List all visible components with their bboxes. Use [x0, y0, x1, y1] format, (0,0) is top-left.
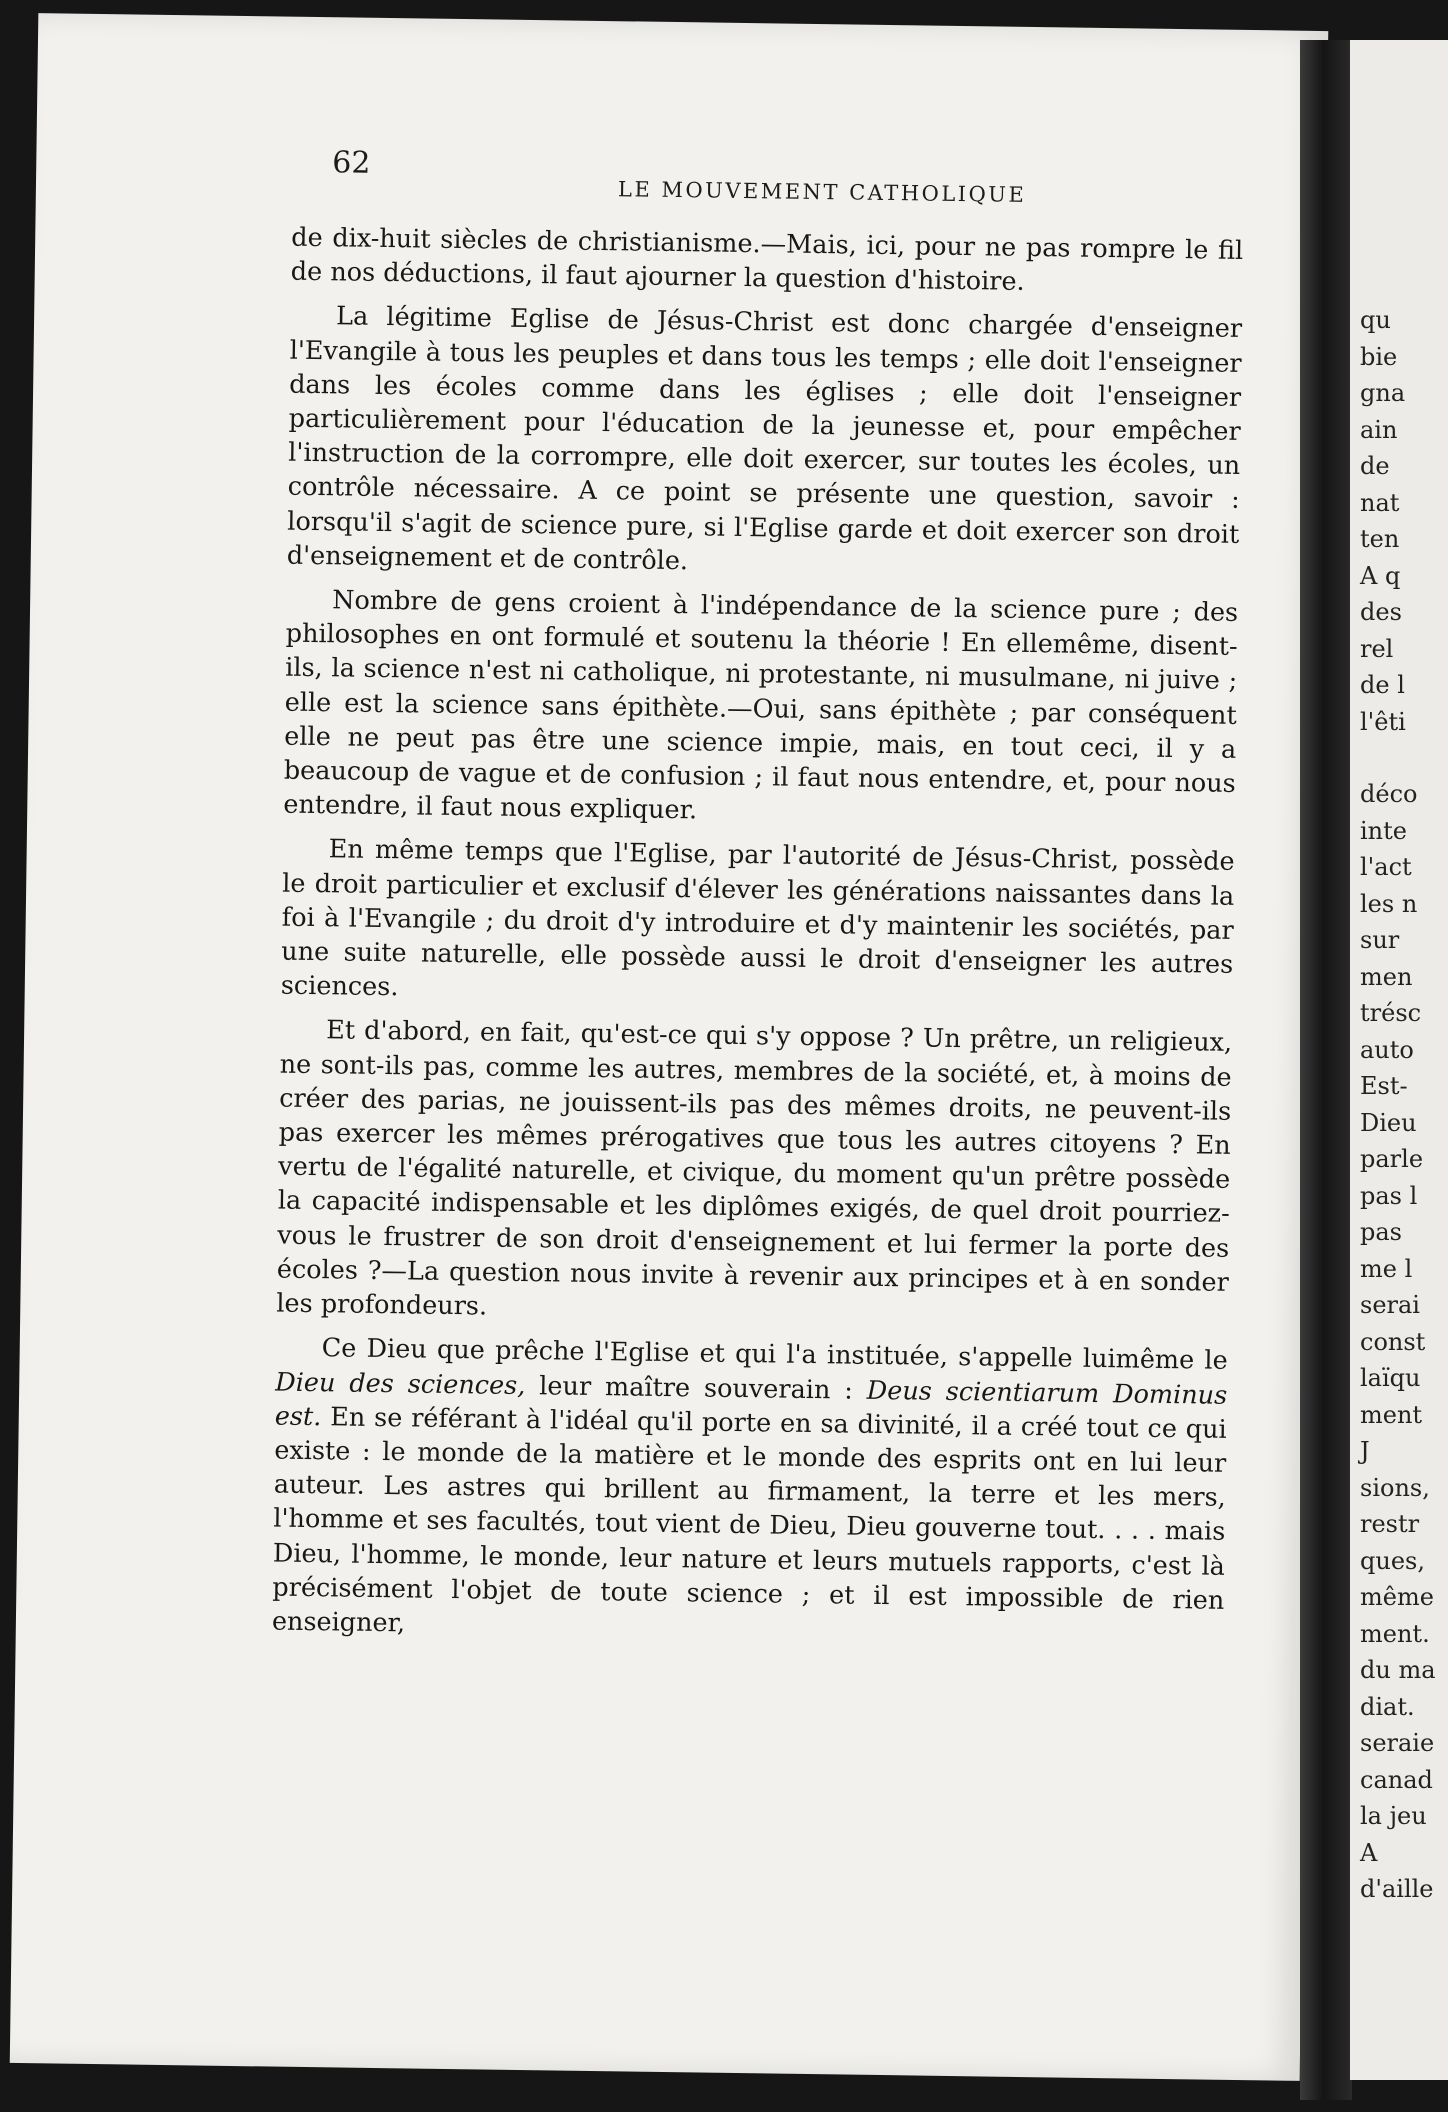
right-page-fragment: nat	[1360, 488, 1400, 517]
right-page-fragment: d'aille	[1360, 1875, 1434, 1903]
right-page-fragment: ment.	[1360, 1619, 1430, 1648]
right-page-fragment: rel	[1360, 634, 1394, 663]
left-page	[10, 13, 1328, 2081]
right-page-fragment: A q	[1360, 561, 1401, 590]
right-page-fragment: sions,	[1360, 1473, 1430, 1502]
right-page-fragment: la jeu	[1360, 1802, 1427, 1830]
text-segment: Ce Dieu que prêche l'Eglise et qui l'a instituée, s'appelle luimême le	[321, 1333, 1228, 1377]
right-page-fragment: A	[1360, 1838, 1378, 1867]
right-page-fragment: ain	[1360, 415, 1398, 444]
paragraph: de dix-huit siècles de christianisme.—Mais, ici, pour ne pas rompre le fil de nos déductions, il faut ajourner la question d'histoire.	[290, 222, 1244, 298]
right-page-fragment: men	[1360, 962, 1413, 991]
italic-segment: Dieu des sciences,	[275, 1367, 526, 1401]
right-page-fragment: const	[1360, 1327, 1426, 1356]
right-page-fragment: me l	[1360, 1254, 1413, 1283]
right-page-fragments	[1360, 302, 1448, 1908]
right-page-fragment: qu	[1360, 306, 1391, 334]
right-page-fragment: gna	[1360, 379, 1406, 407]
right-page-fragment: auto	[1360, 1035, 1414, 1064]
right-page-fragment: l'êti	[1360, 707, 1406, 736]
right-page-fragment: canad	[1360, 1765, 1433, 1794]
right-page-fragment: trésc	[1360, 999, 1422, 1027]
right-page-fragment: pas l	[1360, 1181, 1418, 1210]
right-page-fragment: des	[1360, 598, 1402, 626]
body-text	[272, 221, 1244, 1662]
right-page-fragment: restr	[1360, 1510, 1420, 1538]
right-page-fragment: laïqu	[1360, 1364, 1421, 1392]
right-page-fragment: pas	[1360, 1218, 1402, 1246]
right-page-fragment: J	[1360, 1437, 1370, 1465]
right-page-fragment: déco	[1360, 780, 1418, 808]
text-segment: leur maître souverain :	[525, 1370, 868, 1406]
right-page-fragment: diat.	[1360, 1692, 1415, 1721]
right-page-fragment: sur	[1360, 926, 1400, 954]
right-page-fragment: du ma	[1360, 1656, 1436, 1684]
right-page-fragment: ten	[1360, 525, 1400, 553]
right-page-fragment: ques,	[1360, 1546, 1425, 1575]
right-page-fragment: serai	[1360, 1291, 1420, 1319]
italic-segment: Deus scientiarum Dominus est.	[274, 1375, 1228, 1432]
paragraph: Et d'abord, en fait, qu'est-ce qui s'y oppose ? Un prêtre, un religieux, ne sont-ils pas, comme les autres, membres de la société, et, à moins de créer des parias, ne jouissent-ils pas des mêmes droits, ne peuvent-ils pas exercer les mêmes prérogatives que tous les autres citoyens ? En vertu de l'égalité naturelle, et civique, du moment qu'un prêtre possède la capacité indispensable et les diplômes exigés, de quel droit pourriez-vous le frustrer de son droit d'enseignement et lui fermer la porte des écoles ?—La question nous invite à revenir aux principes et à en sonder les profondeurs.	[276, 1015, 1233, 1322]
paragraph-with-italics	[272, 1331, 1228, 1652]
paragraph: En même temps que l'Eglise, par l'autorité de Jésus-Christ, possède le droit particulier et exclusif d'élever les générations naissantes dans la foi à l'Evangile ; du droit d'y introduire et d'y maintenir les sociétés, par une suite naturelle, elle possède aussi le droit d'enseigner les autres sciences.	[280, 834, 1235, 1003]
right-page-fragment: parle	[1360, 1145, 1424, 1173]
right-page-fragment: seraie	[1360, 1729, 1435, 1757]
book-gutter	[1300, 40, 1352, 2100]
right-page-fragment: l'act	[1360, 853, 1412, 881]
paragraph: La légitime Eglise de Jésus-Christ est donc chargée d'enseigner l'Evangile à tous les peuples et dans tous les temps ; elle doit l'enseigner dans les écoles comme dans les églises ; elle doit l'enseigner particulièrement pour l'éducation de la jeunesse et, pour empêcher l'instruction de la corrompre, elle doit exercer, sur toutes les écoles, un contrôle nécessaire. A ce point se présente une question, savoir : lorsqu'il s'agit de science pure, si l'Eglise garde et doit exercer son droit d'enseignement et de contrôle.	[286, 301, 1243, 577]
running-title: LE MOUVEMENT CATHOLIQUE	[617, 177, 1027, 207]
right-page-fragment: Dieu	[1360, 1108, 1417, 1137]
paragraph: Nombre de gens croient à l'indépendance de la science pure ; des philosophes en ont formulé et soutenu la théorie ! En ellemême, disent-ils, la science n'est ni catholique, ni protestante, ni musulmane, ni juive ; elle est la science sans épithète.—Oui, sans épithète ; par conséquent elle ne peut pas être une science impie, mais, en tout ceci, il y a beaucoup de vague et de confusion ; il faut nous entendre, et, pour nous entendre, il faut nous expliquer.	[283, 585, 1239, 826]
right-page-fragment: Est-	[1360, 1072, 1408, 1100]
right-page-edge	[1350, 40, 1448, 2080]
right-page-fragment: inte	[1360, 816, 1407, 845]
right-page-fragment: ment	[1360, 1400, 1423, 1429]
text-segment: En se référant à l'idéal qu'il porte en sa divinité, il a créé tout ce qui existe : le monde de la matière et le monde des esprits ont en lui leur auteur. Les astres qui brillent au firmament, la terre et les mers, l'homme et ses facultés, tout vient de Dieu, Dieu gouverne tout. . . . mais Dieu, l'homme, le monde, leur nature et leurs mutuels rapports, c'est là précisément l'objet de toute science ; et il est impossible de rien enseigner,	[271, 1401, 1227, 1639]
right-page-fragment: les n	[1360, 889, 1418, 918]
right-page-fragment: de	[1360, 452, 1390, 480]
right-page-fragment: même	[1360, 1583, 1434, 1611]
page-number: 62	[332, 145, 371, 181]
fragment-gap	[1360, 740, 1448, 776]
right-page-fragment: bie	[1360, 342, 1398, 371]
right-page-fragment: de l	[1360, 671, 1405, 699]
